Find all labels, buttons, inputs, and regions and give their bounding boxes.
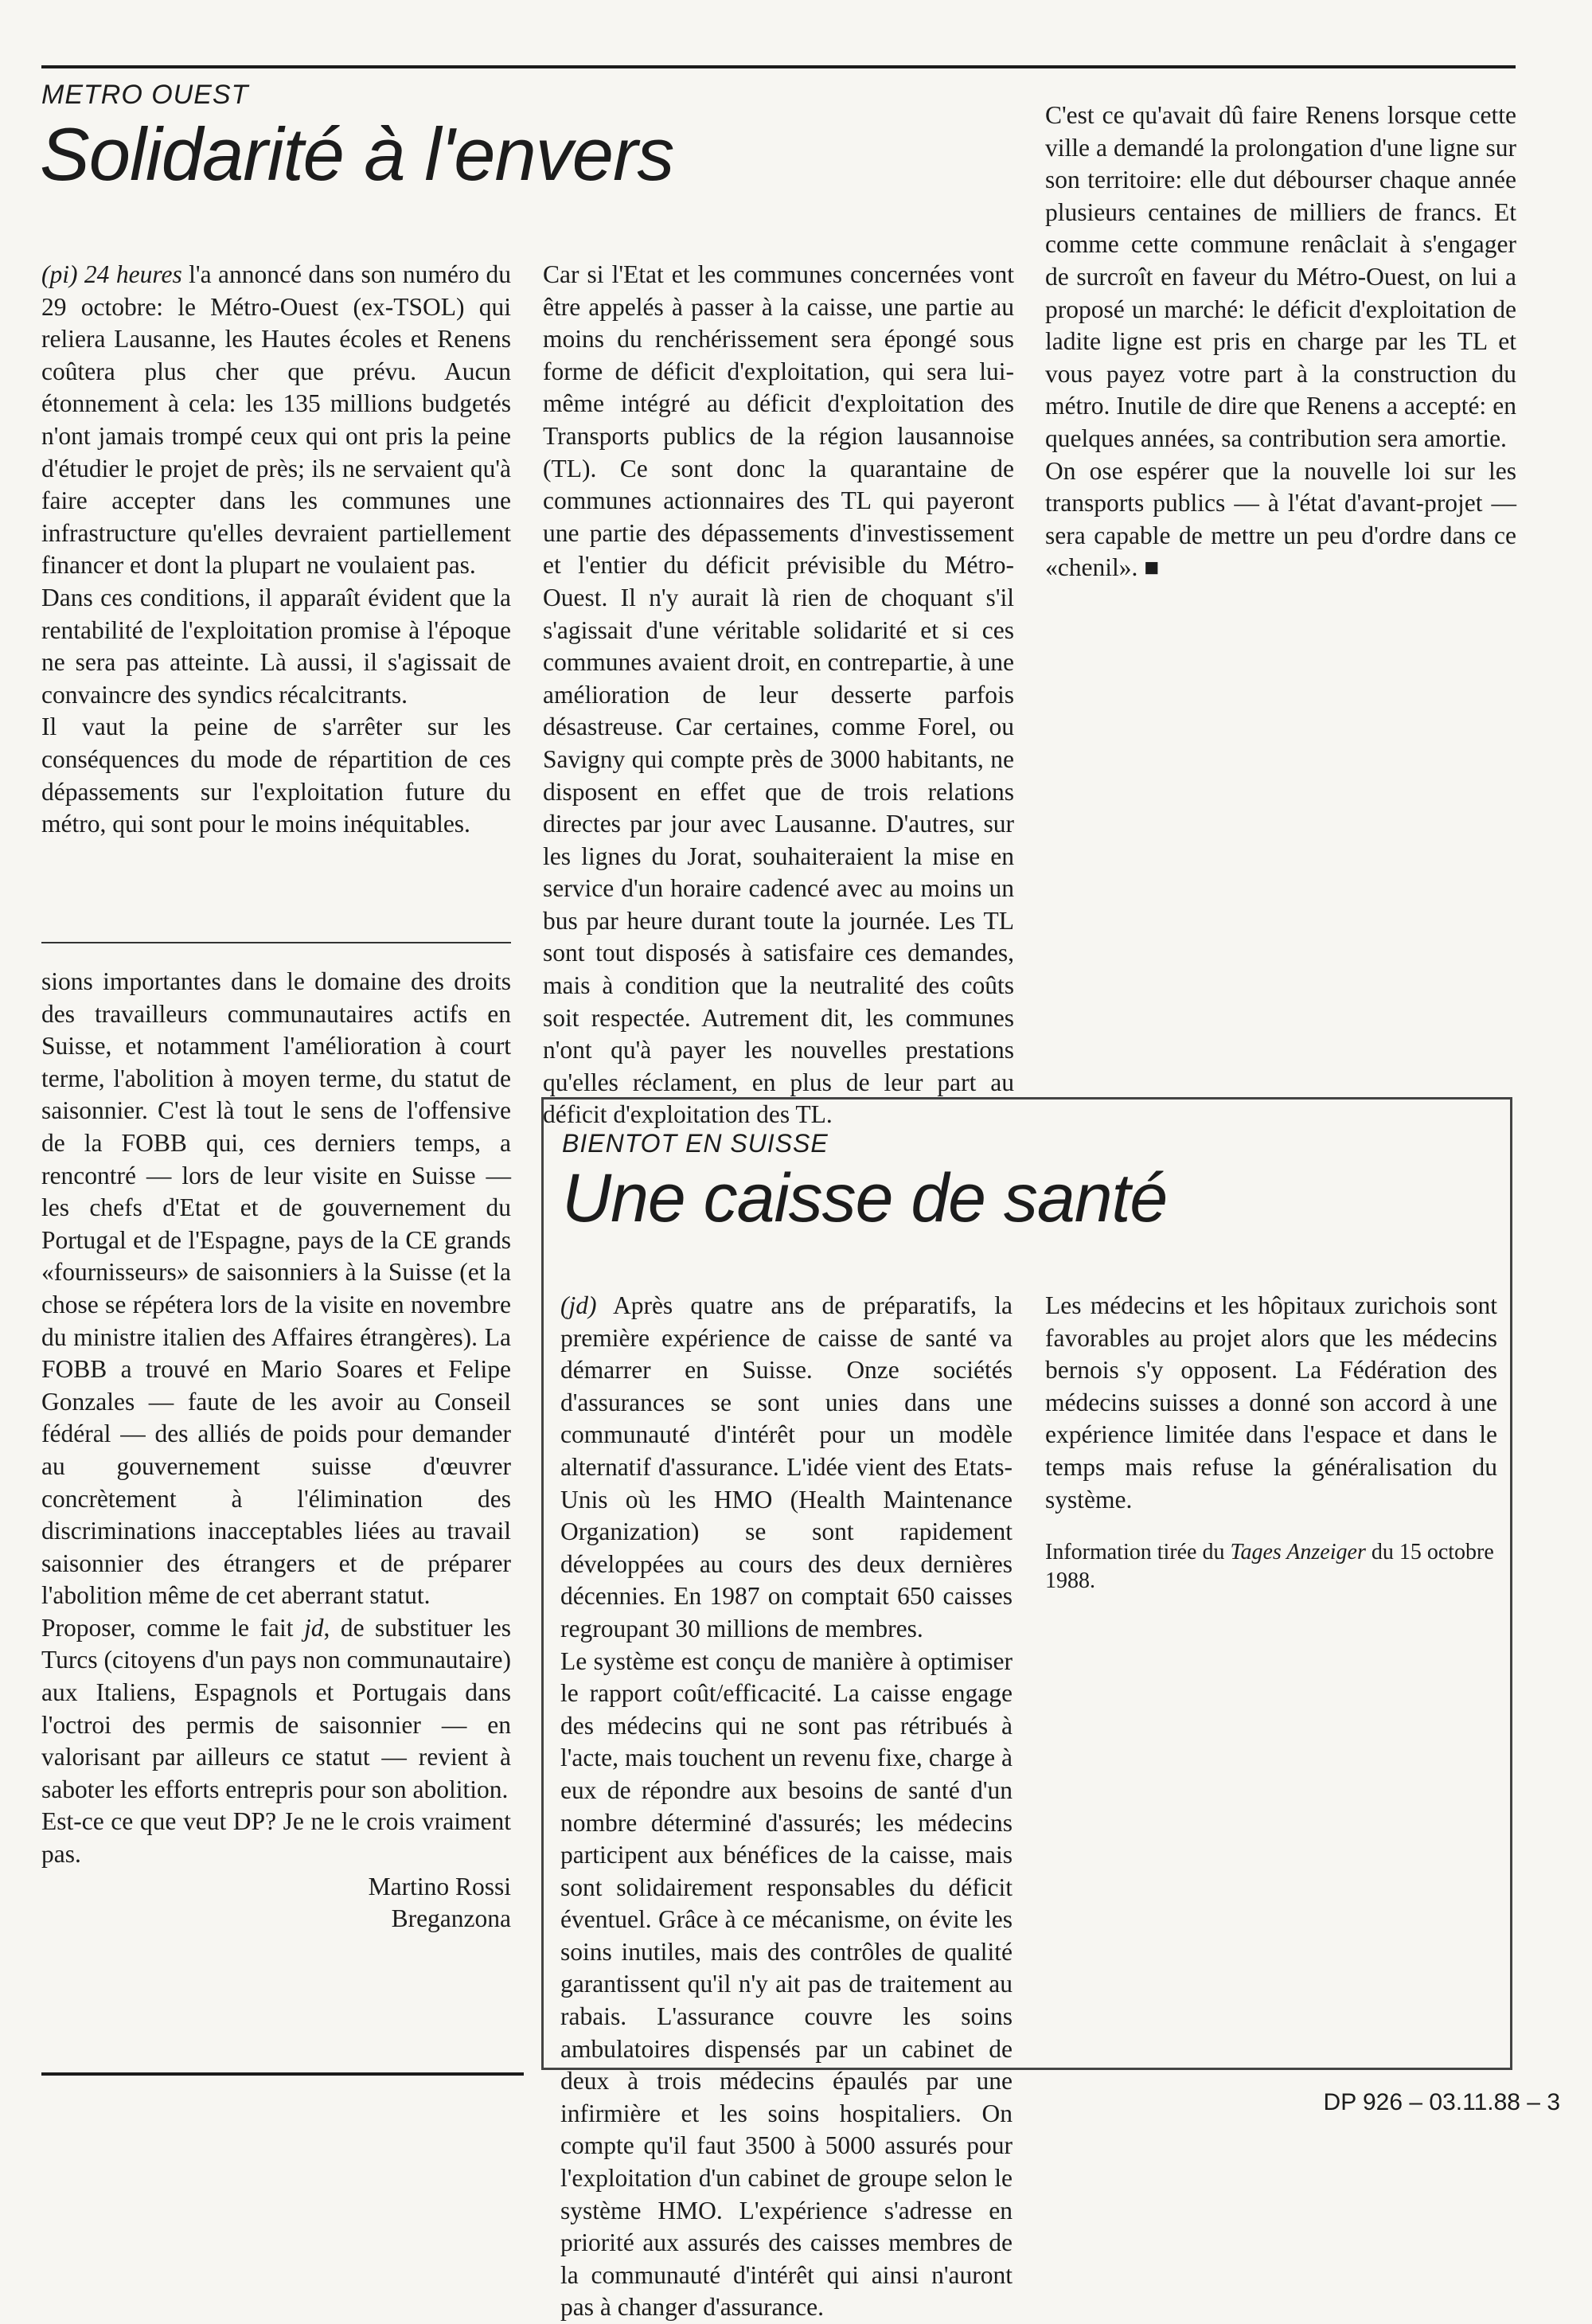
article1-paragraph: Dans ces conditions, il apparaît évident que la rentabilité de l'exploitation promise à l'époque ne sera pas atteinte. Là aussi, il s'agissait de convaincre des syndics récalcitrants. xyxy=(41,583,511,709)
letter-text: , de substituer les Turcs (citoyens d'un pays non communautaire) aux Italiens, Espagnols et Portugais dans l'octroi des permis de saisonnier — en valorisant par ailleurs ce statut — revient à saboter les efforts entrepris pour son abolition. xyxy=(41,1613,511,1803)
letter-emphasis: jd xyxy=(303,1613,324,1642)
bottom-rule xyxy=(41,2072,524,2076)
letter-place: Breganzona xyxy=(391,1904,511,1933)
source-text: du 15 octobre 1988. xyxy=(1045,1540,1494,1594)
article1-paragraph: Il vaut la peine de s'arrêter sur les conséquences du mode de répartition de ces dépassements sur l'exploitation future du métro, qui sont pour le moins inéquitables. xyxy=(41,713,511,838)
article1-column-2 xyxy=(543,259,1014,1131)
article1-lead: (pi) 24 heures xyxy=(41,260,182,288)
article2-paragraph: Les médecins et les hôpitaux zurichois sont favorables au projet alors que les médecins bernois s'y opposent. La Fédération des médecins suisses a donné son accord à une expérience limitée dans l'espace et dans le temps mais refuse la généralisation du système. xyxy=(1045,1291,1497,1514)
top-rule xyxy=(41,65,1516,68)
page-folio: DP 926 – 03.11.88 – 3 xyxy=(1323,2089,1560,2115)
letter-author: Martino Rossi xyxy=(368,1872,511,1900)
article1-text: l'a annoncé dans son numéro du 29 octobre: le Métro-Ouest (ex-TSOL) qui reliera Lausanne, les Hautes écoles et Renens coûtera plus cher que prévu. Aucun étonnement à cela: les 135 millions budgetés n'ont jamais trompé ceux qui ont pris la peine d'étudier le projet de près; ils ne servaient qu'à faire accepter dans les communes une infrastructure qu'elles devraient partiellement financer et dont la plupart ne voulaient pas. xyxy=(41,260,511,580)
article2-source xyxy=(1045,1538,1497,1596)
article1-title: Solidarité à l'envers xyxy=(40,112,674,196)
article1-column-3 xyxy=(1045,100,1516,584)
article2-column-2 xyxy=(1045,1290,1497,1596)
article2-text: Après quatre ans de préparatifs, la première expérience de caisse de santé va démarrer en Suisse. Onze sociétés d'assurances se sont unies dans une communauté d'intérêt pour un modèle alternatif d'assurance. L'idée vient des Etats-Unis où les HMO (Health Maintenance Organization) se sont rapidement développées au cours des deux dernières décennies. En 1987 on comptait 650 caisses regroupant 30 millions de membres. xyxy=(560,1291,1013,1642)
article1-column-1 xyxy=(41,259,511,841)
letter-paragraph xyxy=(41,1612,511,1806)
source-title: Tages Anzeiger xyxy=(1230,1540,1366,1565)
column-separator xyxy=(41,942,511,943)
article2-lead: (jd) xyxy=(560,1291,597,1319)
article1-kicker: METRO OUEST xyxy=(41,80,249,110)
source-text: Information tirée du xyxy=(1045,1540,1231,1565)
article2-paragraph xyxy=(560,1290,1013,1646)
article2-title: Une caisse de santé xyxy=(562,1160,1168,1236)
article1-paragraph: Car si l'Etat et les communes concernées vont être appelés à passer à la caisse, une partie au moins du renchérissement sera épongé sous forme de déficit d'exploitation, qui sera lui-même intégré au déficit d'exploitation des Transports publics de la région lausannoise (TL). Ce sont donc la quarantaine de communes actionnaires des TL qui payeront une partie des dépassements d'investissement et l'entier du déficit prévisible du Métro-Ouest. Il n'y aurait là rien de choquant s'il s'agissait d'une véritable solidarité et si ces communes avaient droit, en contrepartie, à une amélioration de leur desserte parfois désastreuse. Car certaines, comme Forel, ou Savigny qui compte près de 3000 habitants, ne disposent en effet que de trois relations directes par jour avec Lausanne. D'autres, sur les lignes du Jorat, souhaiteraient la mise en service d'un horaire cadencé avec au moins un bus par heure durant toute la journée. Les TL sont tout disposés à satisfaire ces demandes, mais à condition que la neutralité des coûts soit respectée. Autrement dit, les communes n'ont qu'à payer les nouvelles prestations qu'elles réclament, en plus de leur part au déficit d'exploitation des TL. xyxy=(543,260,1014,1129)
letter-column xyxy=(41,966,511,1935)
article2-column-1 xyxy=(560,1290,1013,2324)
article2-paragraph: Le système est conçu de manière à optimiser le rapport coût/efficacité. La caisse engage des médecins qui ne sont pas rétribués à l'acte, mais touchent un revenu fixe, charge à eux de répondre aux besoins de santé d'un nombre déterminé d'assurés; les médecins participent aux bénéfices de la caisse, mais sont solidairement responsables du déficit éventuel. Grâce à ce mécanisme, on évite les soins inutiles, mais des contrôles de qualité garantissent qu'il n'y ait pas de traitement au rabais. L'assurance couvre les soins ambulatoires dispensés par un cabinet de deux à trois médecins épaulés par une infirmière et les soins hospitaliers. On compte qu'il faut 3500 à 5000 assurés pour l'exploitation d'un cabinet de groupe selon le système HMO. L'expérience s'adresse en priorité aux assurés des caisses membres de la communauté d'intérêt qui ainsi n'auront pas à changer d'assurance. xyxy=(560,1646,1013,2322)
article1-paragraph: On ose espérer que la nouvelle loi sur les transports publics — à l'état d'avant-projet — sera capable de mettre un peu d'ordre dans ce «chenil». ■ xyxy=(1045,456,1516,582)
letter-paragraph: Est-ce ce que veut DP? Je ne le crois vraiment pas. xyxy=(41,1807,511,1869)
article2-kicker: BIENTOT EN SUISSE xyxy=(562,1129,829,1158)
letter-text: Proposer, comme le fait xyxy=(41,1613,304,1642)
letter-paragraph: sions importantes dans le domaine des droits des travailleurs communautaires actifs en Suisse, et notamment l'amélioration à court terme, l'abolition à moyen terme, du statut de saisonnier. C'est là tout le sens de l'offensive de la FOBB qui, ces derniers temps, a rencontré — lors de leur visite en Suisse — les chefs d'Etat et de gouvernement du Portugal et de l'Espagne, pays de la CE grands «fournisseurs» de saisonniers à la Suisse (et la chose se répétera lors de la visite en novembre du ministre italien des Affaires étrangères). La FOBB a trouvé en Mario Soares et Felipe Gonzales — faute de les avoir au Conseil fédéral — des alliés de poids pour demander au gouvernement suisse d'œuvrer concrètement à l'élimination des discriminations inacceptables liées au travail saisonnier des étrangers et de préparer l'abolition même de cet aberrant statut. xyxy=(41,967,511,1610)
article1-paragraph xyxy=(41,259,511,582)
article1-paragraph: C'est ce qu'avait dû faire Renens lorsque cette ville a demandé la prolongation d'une ligne sur son territoire: elle dut débourser chaque année plusieurs centaines de milliers de francs. Et comme cette commune renâclait à s'engager de surcroît en faveur du Métro-Ouest, on lui a proposé un marché: le déficit d'exploitation de ladite ligne est pris en charge par les TL et vous payez votre part à la construction du métro. Inutile de dire que Renens a accepté: en quelques années, sa contribution sera amortie. xyxy=(1045,101,1516,452)
